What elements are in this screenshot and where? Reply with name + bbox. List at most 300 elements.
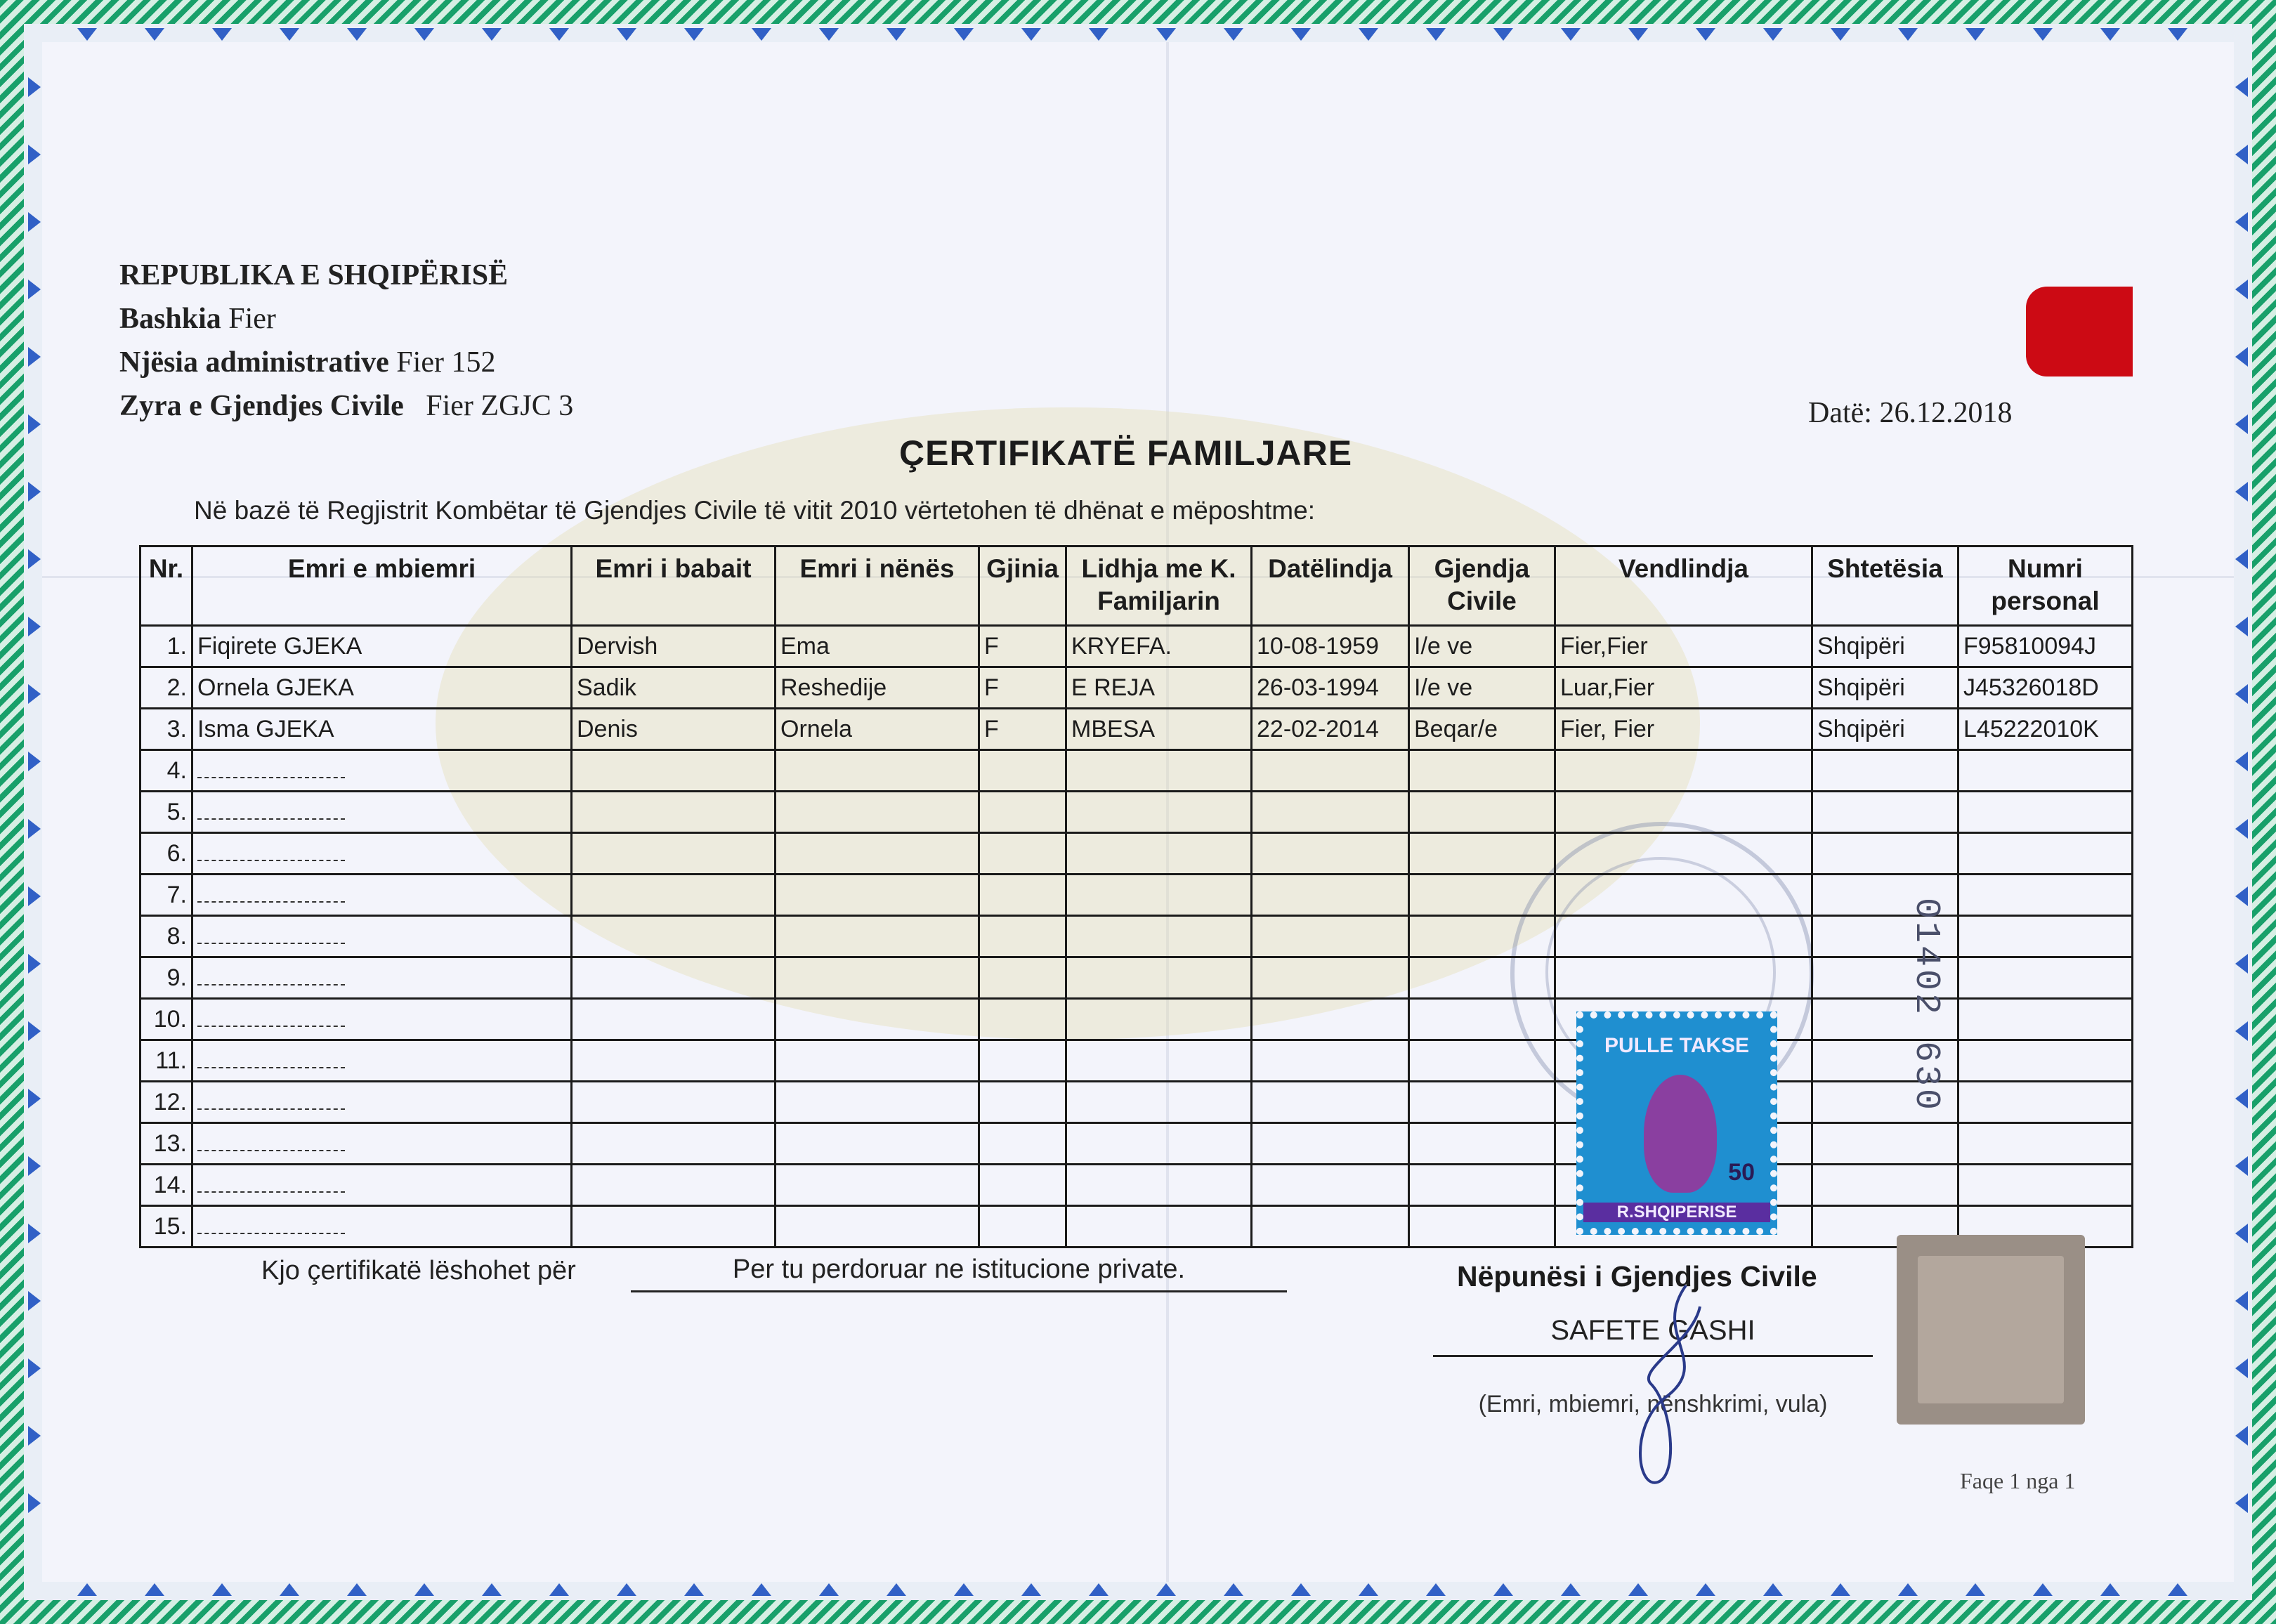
row-number: 14.: [140, 1165, 192, 1206]
border-triangle: [1831, 1583, 1850, 1596]
blank-name-line: [197, 1047, 345, 1068]
table-cell: [572, 916, 776, 957]
blank-name-line: [197, 1213, 345, 1234]
table-cell: [776, 750, 979, 792]
table-cell: 22-02-2014: [1252, 709, 1409, 750]
table-row: [140, 1040, 2133, 1082]
office-line: Zyra e Gjendjes Civile Fier ZGJC 3: [119, 390, 574, 422]
table-cell: [1409, 1082, 1555, 1123]
table-cell: Shqipëri: [1812, 667, 1958, 709]
issued-for-value: Per tu perdoruar ne istitucione private.: [631, 1255, 1287, 1292]
border-triangle: [28, 414, 41, 434]
table-cell: [776, 1040, 979, 1082]
table-cell: Fiqirete GJEKA: [192, 626, 572, 667]
column-header: Shtetësia: [1812, 546, 1958, 626]
column-header: Gjendja Civile: [1409, 546, 1555, 626]
border-triangle: [28, 1291, 41, 1311]
border-triangle: [28, 954, 41, 974]
table-cell: [1066, 1040, 1252, 1082]
border-triangle: [2235, 1291, 2248, 1311]
table-cell: [572, 1082, 776, 1123]
border-triangle: [1966, 1583, 1985, 1596]
table-body: [140, 626, 2133, 1248]
border-triangle: [1021, 1583, 1041, 1596]
border-triangle: [77, 28, 97, 41]
table-cell: [979, 916, 1066, 957]
table-cell: [572, 833, 776, 875]
table-cell: [572, 750, 776, 792]
border-triangle: [280, 28, 299, 41]
table-row: [140, 833, 2133, 875]
row-number: 9.: [140, 957, 192, 999]
table-cell: [1409, 750, 1555, 792]
table-row: [140, 1082, 2133, 1123]
table-cell: [1958, 999, 2133, 1040]
table-cell: [776, 999, 979, 1040]
border-triangle: [2235, 1089, 2248, 1108]
table-cell: [1958, 833, 2133, 875]
border-triangle: [887, 1583, 906, 1596]
border-triangle: [1359, 1583, 1378, 1596]
tax-stamp-label: PULLE TAKSE: [1604, 1034, 1750, 1057]
table-cell: [979, 1040, 1066, 1082]
border-triangle: [752, 1583, 771, 1596]
table-cell: 26-03-1994: [1252, 667, 1409, 709]
table-cell: [1066, 1206, 1252, 1248]
table-cell: [192, 1165, 572, 1206]
blank-name-line: [197, 1172, 345, 1193]
table-cell: [1555, 792, 1812, 833]
border-triangle: [482, 28, 502, 41]
table-cell: Shqipëri: [1812, 626, 1958, 667]
table-cell: [979, 875, 1066, 916]
table-cell: F: [979, 667, 1066, 709]
table-row: [140, 875, 2133, 916]
signature: [1609, 1278, 1721, 1489]
table-cell: [192, 1123, 572, 1165]
border-triangle: [1561, 28, 1581, 41]
blank-name-line: [197, 840, 345, 861]
border-triangle: [1021, 28, 1041, 41]
table-cell: [1066, 792, 1252, 833]
border-triangle: [2235, 819, 2248, 839]
table-cell: [1066, 916, 1252, 957]
table-cell: [1066, 1123, 1252, 1165]
border-triangle: [1763, 1583, 1783, 1596]
table-row: [140, 1123, 2133, 1165]
border-triangle: [1426, 1583, 1446, 1596]
table-cell: [1252, 916, 1409, 957]
column-header: Lidhja me K. Familjarin: [1066, 546, 1252, 626]
row-number: 12.: [140, 1082, 192, 1123]
table-cell: Fier,Fier: [1555, 626, 1812, 667]
border-triangle: [2235, 886, 2248, 906]
table-cell: Shqipëri: [1812, 709, 1958, 750]
border-triangle: [887, 28, 906, 41]
border-triangle: [2033, 1583, 2053, 1596]
border-triangle: [77, 1583, 97, 1596]
table-cell: [1252, 875, 1409, 916]
border-triangle: [2235, 1156, 2248, 1176]
row-number: 8.: [140, 916, 192, 957]
column-header: Numri personal: [1958, 546, 2133, 626]
border-triangle: [1628, 1583, 1648, 1596]
border-triangle: [1359, 28, 1378, 41]
border-triangle: [819, 28, 839, 41]
table-row: [140, 792, 2133, 833]
table-cell: [1252, 1206, 1409, 1248]
table-cell: [1252, 999, 1409, 1040]
table-cell: [1066, 1165, 1252, 1206]
border-triangle: [28, 1224, 41, 1243]
table-cell: [1409, 792, 1555, 833]
border-triangle: [1156, 1583, 1176, 1596]
table-row: [140, 626, 2133, 667]
table-cell: Fier, Fier: [1555, 709, 1812, 750]
table-cell: [572, 1123, 776, 1165]
table-cell: [1252, 792, 1409, 833]
border-triangle: [28, 482, 41, 502]
serial-number: 01402 630: [1906, 898, 1946, 1113]
border-triangle: [1831, 28, 1850, 41]
table-cell: [1409, 999, 1555, 1040]
border-triangle: [347, 28, 367, 41]
table-cell: [776, 1206, 979, 1248]
border-triangle: [28, 1021, 41, 1041]
table-cell: [1252, 957, 1409, 999]
border-triangle: [28, 819, 41, 839]
border-triangle: [1089, 28, 1108, 41]
table-cell: MBESA: [1066, 709, 1252, 750]
border-triangle: [2235, 684, 2248, 704]
blank-name-line: [197, 1089, 345, 1110]
table-cell: [1066, 957, 1252, 999]
table-cell: [1066, 750, 1252, 792]
table-cell: [1066, 999, 1252, 1040]
municipality-line: Bashkia Fier: [119, 303, 276, 335]
table-cell: [776, 1082, 979, 1123]
table-cell: KRYEFA.: [1066, 626, 1252, 667]
table-cell: [776, 916, 979, 957]
border-triangle: [414, 28, 434, 41]
table-row: [140, 1206, 2133, 1248]
table-cell: [1958, 1123, 2133, 1165]
row-number: 5.: [140, 792, 192, 833]
table-cell: [192, 1206, 572, 1248]
border-triangle: [28, 212, 41, 232]
border-triangle: [28, 1156, 41, 1176]
table-cell: I/e ve: [1409, 626, 1555, 667]
border-triangle: [28, 280, 41, 299]
table-cell: Sadik: [572, 667, 776, 709]
table-cell: [776, 957, 979, 999]
border-triangle: [1696, 1583, 1715, 1596]
family-table: [139, 545, 2133, 1248]
row-number: 11.: [140, 1040, 192, 1082]
table-cell: [572, 875, 776, 916]
row-number: 7.: [140, 875, 192, 916]
blank-name-line: [197, 757, 345, 778]
table-cell: [1958, 875, 2133, 916]
border-triangle: [280, 1583, 299, 1596]
table-cell: [572, 792, 776, 833]
table-cell: [572, 1206, 776, 1248]
border-triangle: [1224, 1583, 1243, 1596]
border-triangle: [28, 1089, 41, 1108]
table-cell: Dervish: [572, 626, 776, 667]
border-triangle: [2235, 347, 2248, 367]
table-cell: [1812, 1165, 1958, 1206]
table-cell: [1409, 875, 1555, 916]
tax-stamp-country: R.SHQIPERISE: [1583, 1203, 1770, 1222]
border-triangle: [1561, 1583, 1581, 1596]
column-header: Emri e mbiemri: [192, 546, 572, 626]
page-number: Faqe 1 nga 1: [1960, 1468, 2076, 1493]
table-cell: [979, 792, 1066, 833]
column-header: Nr.: [140, 546, 192, 626]
table-cell: [1958, 750, 2133, 792]
border-triangle: [2235, 145, 2248, 164]
table-cell: [1555, 833, 1812, 875]
border-triangle: [2168, 1583, 2187, 1596]
row-number: 3.: [140, 709, 192, 750]
border-triangle: [2235, 617, 2248, 636]
border-triangle: [1696, 28, 1715, 41]
table-row: [140, 750, 2133, 792]
border-triangle: [28, 752, 41, 771]
border-triangle: [28, 684, 41, 704]
column-header: Vendlindja: [1555, 546, 1812, 626]
table-cell: [192, 792, 572, 833]
table-cell: [1409, 916, 1555, 957]
blank-name-line: [197, 882, 345, 903]
border-triangle: [28, 77, 41, 97]
border-triangle: [2235, 954, 2248, 974]
table-cell: [1555, 916, 1812, 957]
border-triangle: [212, 28, 232, 41]
blank-name-line: [197, 964, 345, 985]
column-header: Emri i babait: [572, 546, 776, 626]
table-cell: [192, 1082, 572, 1123]
table-cell: [1409, 1206, 1555, 1248]
table-cell: J45326018D: [1958, 667, 2133, 709]
border-triangle: [1898, 28, 1918, 41]
border-triangle: [2033, 28, 2053, 41]
wax-seal: [2026, 287, 2133, 376]
document-title: ÇERTIFIKATË FAMILJARE: [899, 433, 1353, 473]
table-cell: 10-08-1959: [1252, 626, 1409, 667]
row-number: 4.: [140, 750, 192, 792]
table-cell: Ema: [776, 626, 979, 667]
official-hint: (Emri, mbiemri, nënshkrimi, vula): [1478, 1391, 1828, 1417]
row-number: 13.: [140, 1123, 192, 1165]
table-cell: [979, 833, 1066, 875]
blank-name-line: [197, 1006, 345, 1027]
border-triangle: [28, 1493, 41, 1513]
border-triangle: [2235, 212, 2248, 232]
table-cell: [1252, 833, 1409, 875]
table-row: [140, 667, 2133, 709]
table-cell: [1066, 1082, 1252, 1123]
official-title: Nëpunësi i Gjendjes Civile: [1457, 1260, 1817, 1292]
border-triangle: [2235, 1224, 2248, 1243]
table-cell: [1958, 1165, 2133, 1206]
table-header-row: [140, 546, 2133, 626]
table-cell: [1958, 916, 2133, 957]
table-cell: [572, 1040, 776, 1082]
table-cell: [979, 750, 1066, 792]
border-triangle: [145, 28, 164, 41]
border-triangle: [954, 1583, 974, 1596]
border-triangle: [617, 28, 636, 41]
border-triangle: [1966, 28, 1985, 41]
table-cell: [1066, 875, 1252, 916]
table-cell: [1555, 875, 1812, 916]
table-cell: F95810094J: [1958, 626, 2133, 667]
table-cell: [192, 957, 572, 999]
border-triangle: [28, 549, 41, 569]
table-cell: [192, 916, 572, 957]
border-triangle: [2235, 752, 2248, 771]
row-number: 2.: [140, 667, 192, 709]
blank-name-line: [197, 1130, 345, 1151]
border-triangle: [819, 1583, 839, 1596]
border-triangle: [1426, 28, 1446, 41]
border-triangle: [1291, 28, 1311, 41]
table-cell: Reshedije: [776, 667, 979, 709]
table-cell: Ornela: [776, 709, 979, 750]
table-cell: [1409, 1040, 1555, 1082]
table-cell: [1958, 1082, 2133, 1123]
table-cell: [1252, 1165, 1409, 1206]
table-cell: [979, 957, 1066, 999]
border-triangle: [1156, 28, 1176, 41]
border-triangle: [1291, 1583, 1311, 1596]
border-triangle: [1493, 1583, 1513, 1596]
table-cell: [1555, 750, 1812, 792]
border-triangle: [212, 1583, 232, 1596]
table-cell: [979, 1123, 1066, 1165]
table-row: [140, 957, 2133, 999]
table-cell: Isma GJEKA: [192, 709, 572, 750]
intro-text: Në bazë të Regjistrit Kombëtar të Gjendjes Civile të vitit 2010 vërtetohen të dhënat e mëposhtme:: [194, 496, 1315, 525]
tax-stamp: [1576, 1011, 1777, 1235]
table-row: [140, 1165, 2133, 1206]
table-cell: [1409, 1165, 1555, 1206]
border-triangle: [2168, 28, 2187, 41]
border-triangle: [2235, 280, 2248, 299]
table-cell: F: [979, 709, 1066, 750]
portrait-icon: [1644, 1075, 1717, 1193]
border-triangle: [2235, 1426, 2248, 1446]
row-number: 1.: [140, 626, 192, 667]
table-cell: [979, 999, 1066, 1040]
table-cell: Ornela GJEKA: [192, 667, 572, 709]
border-triangle: [549, 28, 569, 41]
table-row: [140, 709, 2133, 750]
table-cell: [572, 1165, 776, 1206]
border-triangle: [347, 1583, 367, 1596]
table-cell: F: [979, 626, 1066, 667]
border-triangle: [2235, 1358, 2248, 1378]
table-cell: [776, 1123, 979, 1165]
border-triangle: [1493, 28, 1513, 41]
table-cell: [1812, 1123, 1958, 1165]
table-cell: I/e ve: [1409, 667, 1555, 709]
republic-name: REPUBLIKA E SHQIPËRISË: [119, 259, 509, 292]
border-triangle: [2235, 1021, 2248, 1041]
border-triangle: [28, 145, 41, 164]
border-triangle: [1763, 28, 1783, 41]
table-cell: [572, 999, 776, 1040]
table-cell: [979, 1165, 1066, 1206]
border-triangle: [2100, 1583, 2120, 1596]
border-triangle: [414, 1583, 434, 1596]
border-triangle: [1089, 1583, 1108, 1596]
table-cell: [572, 957, 776, 999]
table-cell: [192, 999, 572, 1040]
table-cell: [192, 1040, 572, 1082]
table-cell: [776, 875, 979, 916]
border-triangle: [1628, 28, 1648, 41]
table-cell: L45222010K: [1958, 709, 2133, 750]
issue-date: Datë: 26.12.2018: [1808, 397, 2013, 429]
table-cell: [1409, 957, 1555, 999]
table-row: [140, 999, 2133, 1040]
border-triangle: [2100, 28, 2120, 41]
border-triangle: [684, 28, 704, 41]
border-triangle: [954, 28, 974, 41]
issued-for-label: Kjo çertifikatë lëshohet për: [261, 1256, 576, 1285]
table-cell: [1812, 833, 1958, 875]
table-cell: [192, 750, 572, 792]
table-cell: [1812, 750, 1958, 792]
table-cell: [979, 1206, 1066, 1248]
table-cell: [192, 833, 572, 875]
table-cell: [1066, 833, 1252, 875]
border-triangle: [549, 1583, 569, 1596]
table-cell: [1252, 1040, 1409, 1082]
table-cell: [776, 1165, 979, 1206]
table-cell: [192, 875, 572, 916]
tax-stamp-value: 50: [1728, 1159, 1755, 1186]
border-triangle: [2235, 482, 2248, 502]
row-number: 6.: [140, 833, 192, 875]
border-triangle: [1224, 28, 1243, 41]
official-name: SAFETE GASHI: [1433, 1315, 1873, 1357]
column-header: Emri i nënës: [776, 546, 979, 626]
border-triangle: [482, 1583, 502, 1596]
table-cell: [1958, 1040, 2133, 1082]
border-triangle: [2235, 414, 2248, 434]
border-triangle: [28, 886, 41, 906]
table-cell: [1555, 957, 1812, 999]
table-cell: [1958, 792, 2133, 833]
border-triangle: [2235, 77, 2248, 97]
table-cell: [1252, 1082, 1409, 1123]
border-triangle: [2235, 1493, 2248, 1513]
row-number: 15.: [140, 1206, 192, 1248]
table-cell: [1812, 792, 1958, 833]
blank-name-line: [197, 799, 345, 820]
table-cell: [776, 792, 979, 833]
table-cell: [979, 1082, 1066, 1123]
table-cell: [1252, 750, 1409, 792]
border-triangle: [2235, 549, 2248, 569]
blank-name-line: [197, 923, 345, 944]
table-cell: Denis: [572, 709, 776, 750]
border-triangle: [145, 1583, 164, 1596]
